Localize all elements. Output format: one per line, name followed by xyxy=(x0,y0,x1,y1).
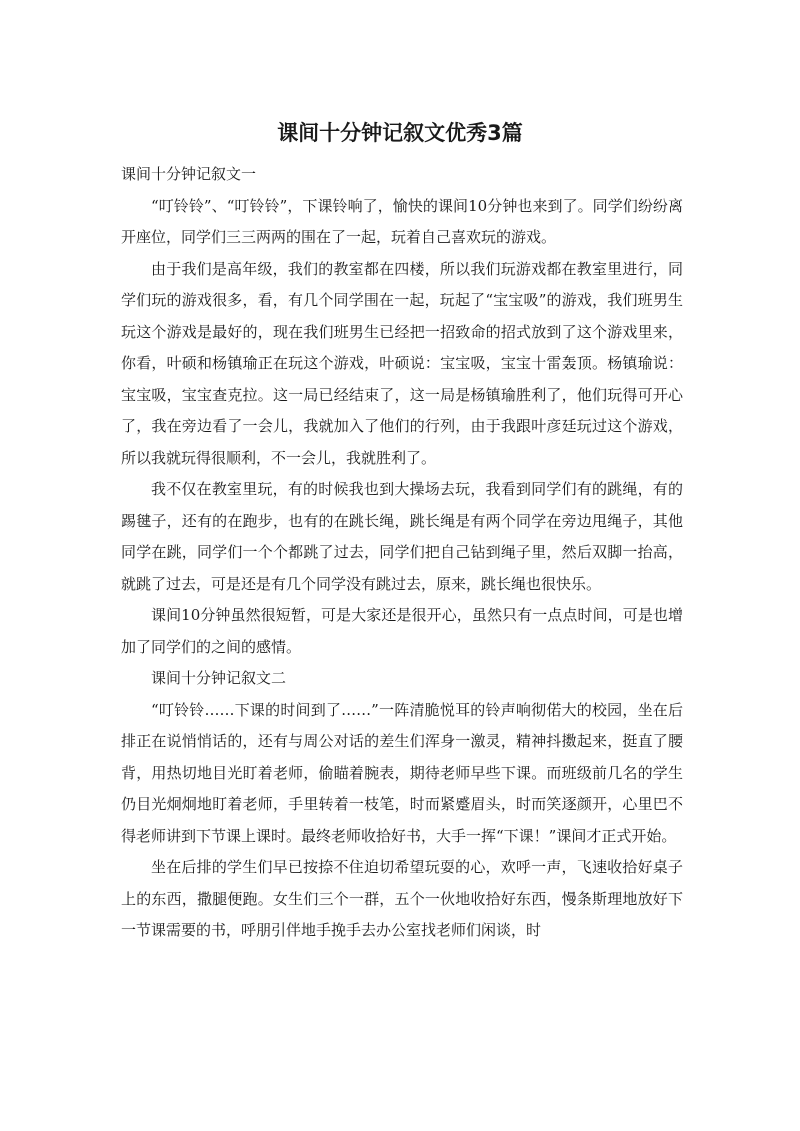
document-title: 课间十分钟记叙文优秀3篇 xyxy=(277,121,523,145)
paragraph: 坐在后排的学生们早已按捺不住迫切希望玩耍的心，欢呼一声，飞速收拾好桌子上的东西，撒腿便跑。女生们三个一群，五个一伙地收拾好东西，慢条斯理地放好下一节课需要的书，呼朋引伴地手挽手去办公室找老师们闲谈，时 xyxy=(121,858,683,939)
paragraph: 我不仅在教室里玩，有的时候我也到大操场去玩，我看到同学们有的跳绳，有的踢毽子，还有的在跑步，也有的在跳长绳，跳长绳是有两个同学在旁边甩绳子，其他同学在跳，同学们一个个都跳了过去，同学们把自己钻到绳子里，然后双脚一抬高，就跳了过去，可是还是有几个同学没有跳过去，原来，跳长绳也很快乐。 xyxy=(121,480,683,593)
section-heading-2: 课间十分钟记叙文二 xyxy=(151,669,287,687)
paragraph: 课间10分钟虽然很短暂，可是大家还是很开心，虽然只有一点点时间，可是也增加了同学们的之间的感情。 xyxy=(121,606,683,656)
paragraph: “叮铃铃”、“叮铃铃”，下课铃响了，愉快的课间10分钟也来到了。同学们纷纷离开座位，同学们三三两两的围在了一起，玩着自己喜欢玩的游戏。 xyxy=(121,196,683,246)
paragraph: 由于我们是高年级，我们的教室都在四楼，所以我们玩游戏都在教室里进行，同学们玩的游戏很多，看，有几个同学围在一起，玩起了“宝宝吸”的游戏，我们班男生玩这个游戏是最好的，现在我们班男生已经把一招致命的招式放到了这个游戏里来，你看，叶硕和杨镇瑜正在玩这个游戏，叶硕说：宝宝吸，宝宝十雷轰顶。杨镇瑜说：宝宝吸，宝宝查克拉。这一局已经结束了，这一局是杨镇瑜胜利了，他们玩得可开心了，我在旁边看了一会儿，我就加入了他们的行列，由于我跟叶彦廷玩过这个游戏，所以我就玩得很顺利，不一会儿，我就胜利了。 xyxy=(121,259,683,467)
section-heading-1: 课间十分钟记叙文一 xyxy=(121,165,257,183)
document-body xyxy=(121,159,683,947)
paragraph: “叮铃铃……下课的时间到了……”一阵清脆悦耳的铃声响彻偌大的校园，坐在后排正在说悄悄话的，还有与周公对话的差生们浑身一激灵，精神抖擞起来，挺直了腰背，用热切地目光盯着老师，偷瞄着腕表，期待老师早些下课。而班级前几名的学生仍目光炯炯地盯着老师，手里转着一枝笔，时而紧蹙眉头，时而笑逐颜开，心里巴不得老师讲到下节课上课时。最终老师收拾好书，大手一挥“下课！”课间才正式开始。 xyxy=(121,700,683,845)
